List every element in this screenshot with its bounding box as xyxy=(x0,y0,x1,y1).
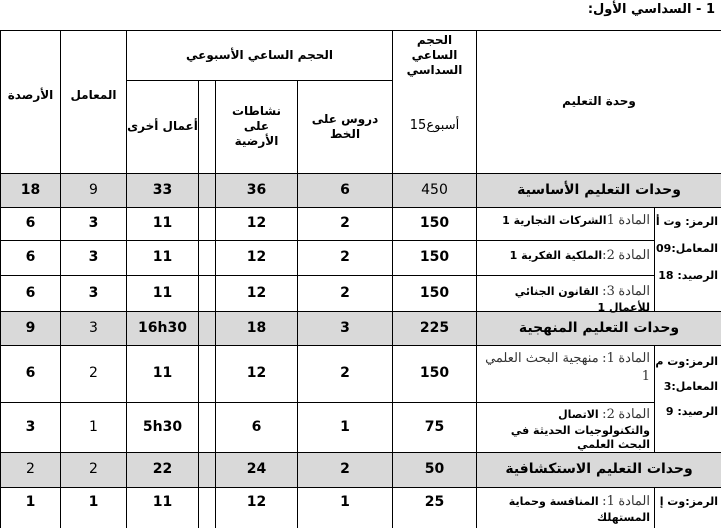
subject-online-lessons: 2 xyxy=(340,284,350,301)
subject-prefix: المادة xyxy=(618,284,650,299)
unit-credits: 9 xyxy=(25,319,36,336)
header-other-work: أعمال أخرى xyxy=(127,119,198,133)
subject-online-lessons: 2 xyxy=(340,215,350,232)
subject-online-lessons: 1 xyxy=(340,494,350,511)
unit-code: الرمز: وت أ xyxy=(655,215,718,228)
subject-platform-activities: 6 xyxy=(251,418,262,435)
subject-credits: 6 xyxy=(25,215,36,232)
subject-platform-activities: 12 xyxy=(246,494,267,511)
subject-prefix: المادة xyxy=(618,213,650,228)
subject-other-work: 5h30 xyxy=(142,418,183,435)
subject-coefficient: 3 xyxy=(88,215,99,232)
unit-code: الرمز:وت إ xyxy=(659,495,718,508)
unit-side-info xyxy=(655,355,718,419)
subject-semester-volume: 150 xyxy=(419,365,450,382)
header-weekly-volume: الحجم الساعي الأسبوعي xyxy=(186,47,333,62)
unit-platform-activities: 24 xyxy=(246,461,267,478)
subject-coefficient: 2 xyxy=(89,365,98,382)
subject-prefix: المادة xyxy=(618,248,650,263)
subject-online-lessons: 2 xyxy=(340,365,350,382)
unit-side-coefficient: المعامل:3 xyxy=(663,380,718,394)
unit-other-work: 22 xyxy=(152,461,173,478)
subject-credits: 6 xyxy=(25,365,36,382)
subject-credits: 1 xyxy=(25,494,36,511)
unit-platform-activities: 18 xyxy=(246,319,267,336)
subject-coefficient: 3 xyxy=(88,249,99,266)
unit-side-info xyxy=(655,495,718,508)
subject-credits: 6 xyxy=(25,249,36,266)
header-credits: الأرصدة xyxy=(7,88,54,102)
header-platform-activities: نشاطات على الأرضية xyxy=(231,104,282,148)
unit-other-work: 16h30 xyxy=(138,319,187,336)
header-weeks: 15أسبوع xyxy=(409,118,460,134)
subject-platform-activities: 12 xyxy=(246,284,267,301)
header-unit: وحدة التعليم xyxy=(562,94,636,108)
unit-coefficient: 3 xyxy=(89,319,98,336)
unit-coefficient: 9 xyxy=(89,181,98,198)
subject-prefix: المادة xyxy=(618,351,650,366)
subject-other-work: 11 xyxy=(152,249,173,266)
unit-name: وحدات التعليم الاستكشافية xyxy=(505,461,693,478)
subject-credits: 3 xyxy=(25,418,36,435)
unit-side-info xyxy=(655,215,718,283)
subject-other-work: 11 xyxy=(152,284,173,301)
subject-semester-volume: 150 xyxy=(419,215,450,232)
subject-semester-volume: 150 xyxy=(419,284,450,301)
subject-online-lessons: 1 xyxy=(340,418,350,435)
subject-label: المادة 1الشركات التجارية 1 xyxy=(502,213,650,228)
unit-side-credit: الرصيد: 9 xyxy=(665,405,718,419)
unit-semester-volume: 450 xyxy=(421,181,448,198)
subject-prefix: المادة xyxy=(618,494,650,509)
unit-credits: 2 xyxy=(26,461,35,478)
unit-side-coefficient: المعامل:09 xyxy=(656,242,718,256)
unit-online-lessons: 6 xyxy=(340,181,350,198)
unit-platform-activities: 36 xyxy=(246,181,267,198)
subject-name: منهجية البحث العلمي 1 xyxy=(485,351,650,384)
header-coefficient: المعامل xyxy=(70,88,117,102)
subject-coefficient: 1 xyxy=(88,494,99,511)
unit-name: وحدات التعليم المنهجية xyxy=(518,319,680,336)
unit-credits: 18 xyxy=(20,181,41,198)
curriculum-table xyxy=(0,30,721,528)
subject-coefficient: 3 xyxy=(88,284,99,301)
unit-semester-volume: 225 xyxy=(419,319,450,336)
subject-prefix: المادة xyxy=(618,407,650,422)
unit-semester-volume: 50 xyxy=(424,461,445,478)
header-semester-volume: الحجم الساعي السداسي xyxy=(406,32,463,77)
unit-other-work: 33 xyxy=(152,181,173,198)
subject-other-work: 11 xyxy=(152,365,173,382)
unit-code: الرمز:وت م xyxy=(655,355,718,368)
subject-name: القانون الجنائي للأعمال 1 xyxy=(514,285,650,314)
subject-other-work: 11 xyxy=(152,494,173,511)
subject-label: المادة 2:الملكية الفكرية 1 xyxy=(509,248,650,263)
unit-coefficient: 2 xyxy=(89,461,98,478)
subject-semester-volume: 75 xyxy=(424,418,445,435)
unit-online-lessons: 2 xyxy=(340,461,350,478)
subject-platform-activities: 12 xyxy=(246,249,267,266)
subject-name: الشركات التجارية 1 xyxy=(502,214,607,227)
subject-platform-activities: 12 xyxy=(246,215,267,232)
subject-name: الملكية الفكرية 1 xyxy=(509,249,603,262)
header-online-lessons: دروس على الخط xyxy=(311,111,379,141)
subject-other-work: 11 xyxy=(152,215,173,232)
subject-online-lessons: 2 xyxy=(340,249,350,266)
subject-platform-activities: 12 xyxy=(246,365,267,382)
unit-name: وحدات التعليم الأساسية xyxy=(517,181,681,198)
subject-name: المنافسة وحماية المستهلك xyxy=(508,495,650,524)
subject-credits: 6 xyxy=(25,284,36,301)
subject-name: الاتصال والتكنولوجيات الحديثة في البحث العلمي xyxy=(510,408,650,452)
subject-semester-volume: 150 xyxy=(419,249,450,266)
unit-online-lessons: 3 xyxy=(340,319,350,336)
grid-line xyxy=(198,80,199,528)
unit-side-credit: الرصيد: 18 xyxy=(658,269,718,283)
subject-semester-volume: 25 xyxy=(424,494,445,511)
subject-label: المادة 3: القانون الجنائي للأعمال 1 xyxy=(514,284,650,314)
subject-label: المادة 2: الاتصال والتكنولوجيات الحديثة في البحث العلمي xyxy=(510,407,650,452)
subject-label: المادة 1: منهجية البحث العلمي 1 xyxy=(485,351,650,384)
subject-label: المادة 1: المنافسة وحماية المستهلك xyxy=(508,494,650,524)
subject-coefficient: 1 xyxy=(89,418,98,435)
page-title: 1 - السداسي الأول: xyxy=(587,2,715,17)
